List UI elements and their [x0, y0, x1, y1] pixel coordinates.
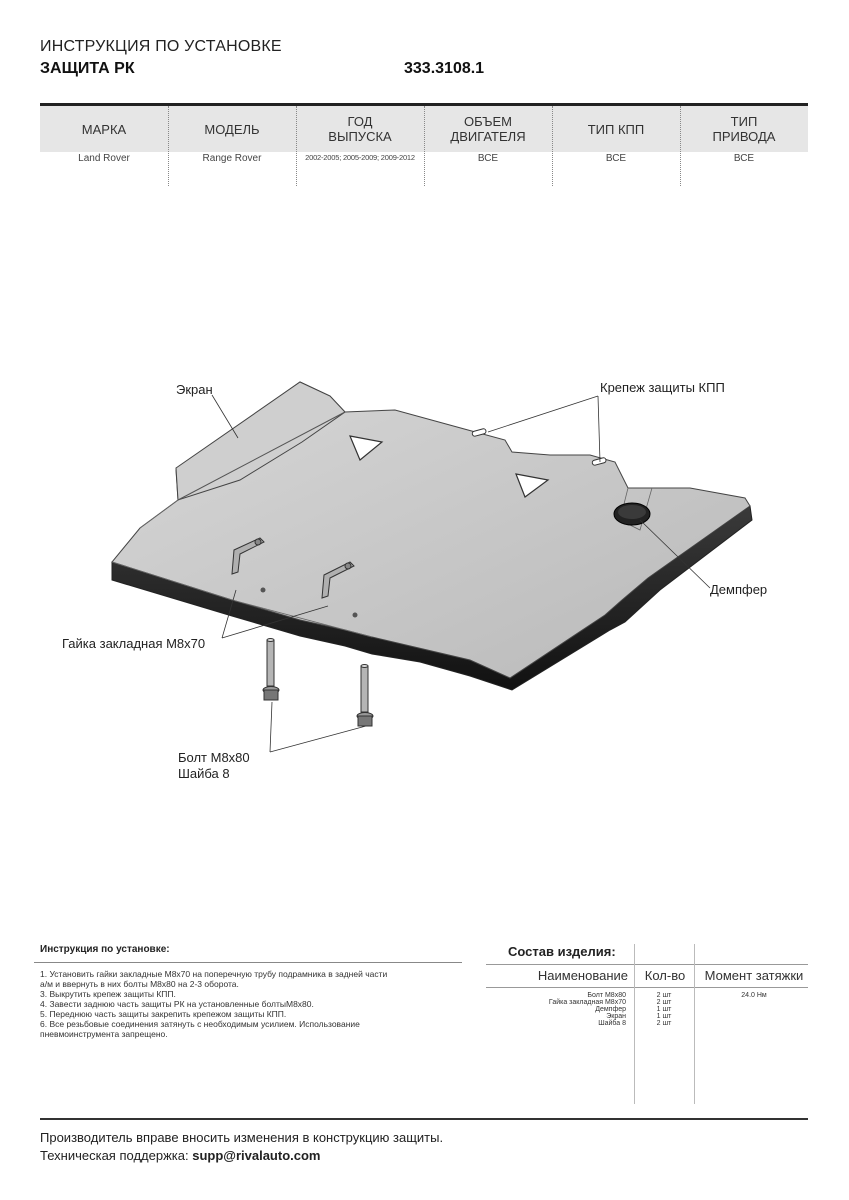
instruction-line: а/м и ввернуть в них болты М8х80 на 2-3 оборота.: [40, 979, 239, 989]
bolt-right: [357, 665, 373, 727]
composition-col-name: Наименование: [537, 968, 628, 983]
composition-col-torque: Момент затяжки: [704, 968, 804, 983]
composition-row-qty: 1 шт: [656, 1006, 672, 1013]
composition-row-qty: 1 шт: [656, 1013, 672, 1020]
spec-header-drive: ТИП ПРИВОДА: [712, 114, 776, 144]
spec-header-year: ГОД ВЫПУСКА: [328, 114, 392, 144]
spec-value-year: 2002-2005; 2005-2009; 2009-2012: [305, 153, 415, 162]
spec-header-engine: ОБЪЕМ ДВИГАТЕЛЯ: [450, 114, 526, 144]
composition-row-name: Экран: [606, 1013, 626, 1020]
spec-header-gearbox: ТИП КПП: [587, 121, 645, 137]
plate-main-surface: [112, 382, 750, 678]
instruction-line: 4. Завести заднюю часть защиты РК на установленные болтыМ8х80.: [40, 999, 314, 1009]
label-nut: Гайка закладная М8х70: [62, 636, 206, 651]
label-washer: Шайба 8: [178, 766, 230, 781]
label-kpp-mount: Крепеж защиты КПП: [600, 380, 725, 395]
footer-rule: [40, 1118, 808, 1120]
spec-value-model: Range Rover: [202, 153, 262, 164]
spec-value-brand: Land Rover: [78, 153, 130, 164]
footer-disclaimer: Производитель вправе вносить изменения в конструкцию защиты.: [40, 1130, 444, 1145]
instructions-block: [34, 962, 462, 1055]
document-title: ИНСТРУКЦИЯ ПО УСТАНОВКЕ: [40, 38, 282, 55]
composition-row-qty: 2 шт: [656, 999, 672, 1006]
bolt-left: [263, 639, 279, 701]
composition-row-name: Шайба 8: [598, 1020, 626, 1027]
composition-row-name: Демпфер: [595, 1006, 626, 1013]
footer-support: [40, 1148, 320, 1163]
spec-value-gearbox: ВСЕ: [605, 153, 627, 164]
instruction-line: 3. Выкрутить крепеж защиты КПП.: [40, 989, 176, 999]
composition-divider: [634, 944, 635, 1104]
instructions-list: [40, 969, 387, 1039]
spec-header-brand: МАРКА: [81, 121, 127, 137]
instruction-line: 5. Переднюю часть защиты закрепить крепежом защиты КПП.: [40, 1009, 287, 1019]
composition-row-name: Болт М8х80: [587, 992, 626, 999]
part-code: 333.3108.1: [404, 60, 485, 77]
support-email-link[interactable]: supp@rivalauto.com: [192, 1148, 321, 1163]
composition-title: Состав изделия:: [508, 944, 616, 959]
instruction-line: 1. Установить гайки закладные М8х70 на поперечную трубу подрамника в задней части: [40, 969, 388, 979]
label-damper: Демпфер: [710, 582, 768, 597]
instruction-line: 6. Все резьбовые соединения затянуть с необходимым усилием. Использование: [40, 1019, 360, 1029]
support-label: Техническая поддержка:: [40, 1148, 189, 1163]
composition-row-qty: 2 шт: [656, 1020, 672, 1027]
product-name: ЗАЩИТА РК: [40, 60, 135, 77]
composition-row-qty: 2 шт: [656, 992, 672, 999]
spec-value-engine: ВСЕ: [477, 153, 499, 164]
leader-screen: [212, 395, 238, 438]
label-screen: Экран: [176, 382, 213, 397]
composition-row-torque: 24.0 Нм: [741, 992, 767, 999]
leader-bolt: [270, 702, 366, 752]
spec-header-model: МОДЕЛЬ: [204, 121, 260, 137]
composition-col-qty: Кол-во: [644, 968, 686, 983]
label-bolt: Болт М8х80: [178, 750, 250, 765]
spec-value-drive: ВСЕ: [733, 153, 755, 164]
instruction-line: пневмоинструмента запрещено.: [40, 1029, 168, 1039]
instructions-title: Инструкция по установке:: [40, 944, 170, 955]
composition-divider: [694, 944, 695, 1104]
composition-row-name: Гайка закладная М8х70: [548, 999, 626, 1006]
